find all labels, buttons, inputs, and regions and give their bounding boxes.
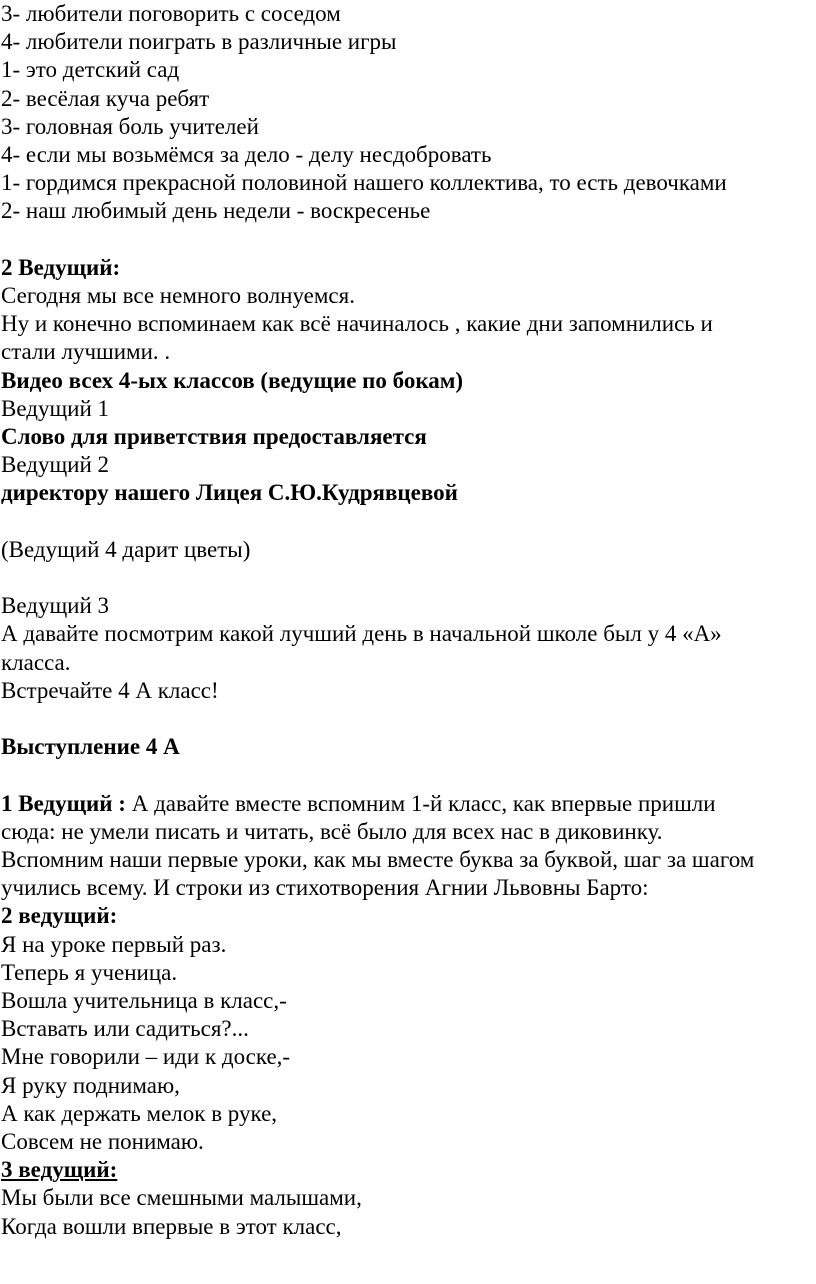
host1-text-a: А давайте вместе вспомним 1-й класс, как впервые пришли <box>125 790 716 816</box>
list-line: 1- гордимся прекрасной половиной нашего коллектива, то есть девочками <box>1 170 727 196</box>
host1-paragraph-line-1 <box>1 790 806 818</box>
host2-text-2a: Ну и конечно вспоминаем как всё начиналось , какие дни запомнились и <box>1 311 713 337</box>
poem-line: Мне говорили – иди к доске,- <box>1 1044 291 1070</box>
host1-label: Ведущий 1 <box>1 395 110 421</box>
host3-text-2: Встречайте 4 А класс! <box>1 677 219 703</box>
host2-text-2b: стали лучшими. . <box>1 339 171 365</box>
host3-text-1b: класса. <box>1 649 71 675</box>
host1-bold-label: 1 Ведущий : <box>1 790 126 816</box>
host3-label: Ведущий 3 <box>1 593 110 619</box>
host3-text-1a: А давайте посмотрим какой лучший день в начальной школе был у 4 «А» <box>1 621 722 647</box>
host2-label: Ведущий 2 <box>1 452 110 478</box>
host2b-heading: 2 ведущий: <box>1 903 118 929</box>
video-heading: Видео всех 4-ых классов (ведущие по бокам) <box>1 367 464 393</box>
poem2-block <box>1 1184 806 1240</box>
poem-line: Вставать или садиться?... <box>1 1016 249 1042</box>
host1-text-d: учились всему. И строки из стихотворения Агнии Львовны Барто: <box>1 875 649 901</box>
poem-line: Вошла учительница в класс,- <box>1 988 287 1014</box>
poem2-line: Мы были все смешными малышами, <box>1 1185 362 1211</box>
poem-line: А как держать мелок в руке, <box>1 1100 278 1126</box>
host2-heading: 2 Ведущий: <box>1 254 121 280</box>
blank-line <box>1 226 806 254</box>
host1-text-c: Вспомним наши первые уроки, как мы вместе буква за буквой, шаг за шагом <box>1 847 755 873</box>
director-heading: директору нашего Лицея С.Ю.Кудрявцевой <box>1 480 458 506</box>
top-list <box>1 0 806 226</box>
host1-text-b: сюда: не умели писать и читать, всё было для всех нас в диковинку. <box>1 818 663 844</box>
list-line: 3- головная боль учителей <box>1 113 259 139</box>
list-line: 3- любители поговорить с соседом <box>1 1 341 26</box>
list-line: 1- это детский сад <box>1 57 180 83</box>
list-line: 2- весёлая куча ребят <box>1 85 210 111</box>
poem-line: Теперь я ученица. <box>1 959 178 985</box>
performance-heading: Выступление 4 А <box>1 734 180 760</box>
greeting-heading: Слово для приветствия предоставляется <box>1 424 427 450</box>
poem-block <box>1 931 806 1157</box>
poem-line: Совсем не понимаю. <box>1 1129 204 1155</box>
blank-line <box>1 564 806 592</box>
blank-line <box>1 508 806 536</box>
host3b-heading: 3 ведущий: <box>1 1157 118 1183</box>
list-line: 4- если мы возьмёмся за дело - делу несдобровать <box>1 142 492 168</box>
flowers-note: (Ведущий 4 дарит цветы) <box>1 536 251 562</box>
host2-text-1: Сегодня мы все немного волнуемся. <box>1 283 355 309</box>
poem-line: Я руку поднимаю, <box>1 1072 180 1098</box>
poem-line: Я на уроке первый раз. <box>1 931 227 957</box>
blank-line <box>1 705 806 733</box>
blank-line <box>1 761 806 789</box>
list-line: 4- любители поиграть в различные игры <box>1 29 397 55</box>
list-line: 2- наш любимый день недели - воскресенье <box>1 198 431 224</box>
poem2-line: Когда вошли впервые в этот класс, <box>1 1213 342 1239</box>
